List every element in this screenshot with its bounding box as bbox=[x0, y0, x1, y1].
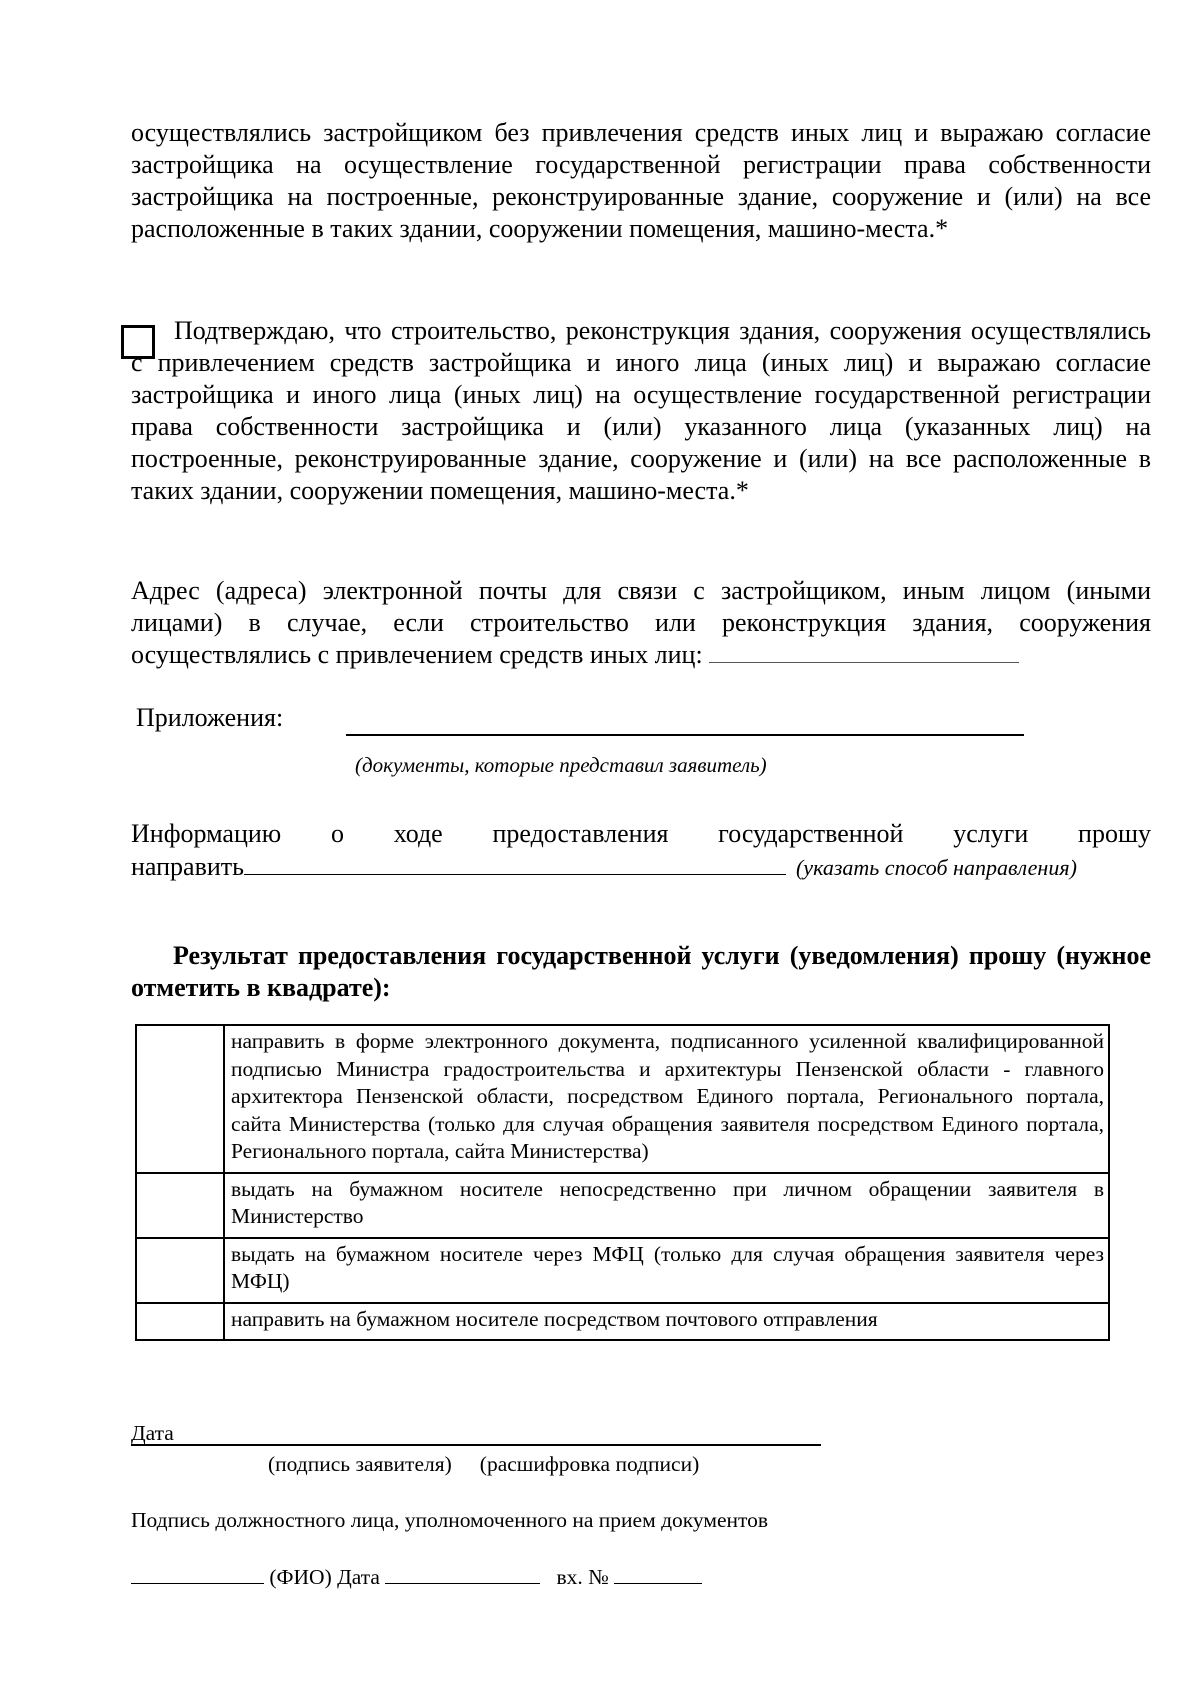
applicant-signature-caption: (подпись заявителя) bbox=[268, 1452, 452, 1476]
option-text: направить на бумажном носителе посредством почтового отправления bbox=[224, 1303, 1109, 1341]
info-word: государственной bbox=[718, 819, 904, 848]
official-signature-blank[interactable] bbox=[131, 1563, 264, 1584]
info-word: услуги bbox=[953, 819, 1029, 848]
result-options-table bbox=[135, 1024, 1110, 1341]
signature-input-line[interactable] bbox=[131, 1444, 821, 1446]
incoming-number-label: вх. № bbox=[556, 1565, 609, 1589]
info-word: предоставления bbox=[492, 819, 669, 848]
info-method-line bbox=[131, 850, 1151, 884]
table-row bbox=[136, 1173, 1109, 1238]
date-label: Дата bbox=[131, 1421, 174, 1445]
info-method-hint: (указать способ направления) bbox=[795, 855, 1077, 880]
option-text: выдать на бумажном носителе непосредственно при личном обращении заявителя в Министерство bbox=[224, 1173, 1109, 1238]
paragraph-consent-own-funds: осуществлялись застройщиком без привлечения средств иных лиц и выражаю согласие застройщика на осуществление государственной регистрации права собственности застройщика на построенные, реконструированные здание, сооружение и (или) на все расположенные в таких здании, сооружении помещения, машино-места.* bbox=[131, 118, 1151, 243]
registration-date-blank[interactable] bbox=[385, 1563, 540, 1584]
option-text: направить в форме электронного документа, подписанного усиленной квалифицированной подписью Министра градостроительства и архитектуры Пензенской области - главного архитектора Пензенской области, посредством Единого портала, Регионального портала, сайта Министерства (только для случая обращения заявителя посредством Единого портала, Регионального портала, сайта Министерства) bbox=[224, 1025, 1109, 1173]
email-paragraph bbox=[131, 575, 1151, 671]
paragraph-consent-other-funds-text: Подтверждаю, что строительство, реконструкция здания, сооружения осуществлялись с привлечением средств застройщика и иного лица (иных лиц) и выражаю согласие застройщика и иного лица (иных лиц) на осуществление государственной регистрации права собственности застройщика и (или) указанного лица (указанных лиц) на построенные, реконструированные здание, сооружение и (или) на все расположенные в таких здании, сооружении помещения, машино-места.* bbox=[131, 316, 1151, 505]
option-checkbox-electronic[interactable] bbox=[136, 1025, 224, 1173]
attachments-label: Приложения: bbox=[136, 703, 284, 732]
info-line bbox=[131, 818, 1151, 850]
fio-date-label: (ФИО) Дата bbox=[269, 1565, 380, 1589]
signature-decoding-caption: (расшифровка подписи) bbox=[479, 1452, 700, 1476]
info-word: о bbox=[330, 819, 344, 848]
incoming-number-blank[interactable] bbox=[614, 1563, 702, 1584]
attachments-input-line[interactable] bbox=[346, 734, 1024, 736]
paragraph-consent-other-funds bbox=[131, 315, 1151, 507]
option-checkbox-mail[interactable] bbox=[136, 1303, 224, 1341]
signature-captions bbox=[268, 1451, 699, 1477]
option-text: выдать на бумажном носителе через МФЦ (только для случая обращения заявителя через МФЦ) bbox=[224, 1238, 1109, 1303]
email-paragraph-text: Адрес (адреса) электронной почты для связи с застройщиком, иным лицом (иными лицами) в случае, если строительство или реконструкция здания, сооружения осуществлялись с привлечением средств иных лиц: bbox=[131, 576, 1151, 669]
info-word: прошу bbox=[1078, 819, 1151, 848]
registration-line bbox=[131, 1563, 702, 1590]
email-input-line[interactable] bbox=[709, 640, 1019, 663]
option-checkbox-mfc[interactable] bbox=[136, 1238, 224, 1303]
option-checkbox-personal[interactable] bbox=[136, 1173, 224, 1238]
table-row bbox=[136, 1025, 1109, 1173]
info-method-input-line[interactable] bbox=[244, 850, 786, 875]
table-row bbox=[136, 1303, 1109, 1341]
info-word: ходе bbox=[393, 819, 443, 848]
official-signature-text: Подпись должностного лица, уполномоченного на прием документов bbox=[131, 1508, 769, 1532]
info-method-label: направить bbox=[131, 852, 244, 881]
result-heading: Результат предоставления государственной услуги (уведомления) прошу (нужное отметить в квадрате): bbox=[131, 941, 1151, 1002]
table-row bbox=[136, 1238, 1109, 1303]
attachments-hint: (документы, которые представил заявитель) bbox=[355, 753, 767, 777]
info-word: Информацию bbox=[131, 819, 282, 848]
